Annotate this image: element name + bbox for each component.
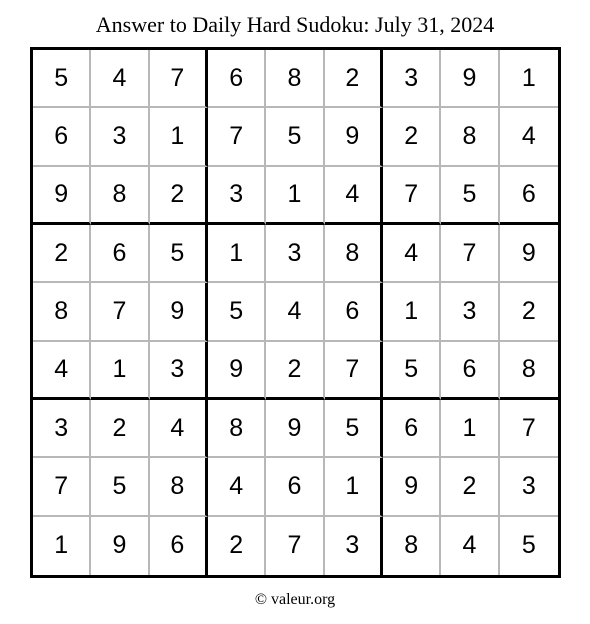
sudoku-cell: 5 — [33, 50, 91, 108]
sudoku-cell: 3 — [325, 517, 383, 575]
sudoku-cell: 1 — [91, 342, 149, 400]
sudoku-cell: 5 — [325, 400, 383, 458]
sudoku-cell: 9 — [150, 283, 208, 341]
sudoku-cell: 2 — [441, 458, 499, 516]
sudoku-cell: 3 — [500, 458, 558, 516]
sudoku-cell: 1 — [325, 458, 383, 516]
sudoku-cell: 2 — [91, 400, 149, 458]
sudoku-cell: 2 — [266, 342, 324, 400]
sudoku-cell: 5 — [150, 225, 208, 283]
sudoku-cell: 4 — [266, 283, 324, 341]
sudoku-cell: 1 — [441, 400, 499, 458]
sudoku-cell: 3 — [441, 283, 499, 341]
sudoku-cell: 2 — [500, 283, 558, 341]
sudoku-cell: 6 — [208, 50, 266, 108]
sudoku-cell: 2 — [325, 50, 383, 108]
sudoku-cell: 8 — [91, 167, 149, 225]
sudoku-cell: 6 — [325, 283, 383, 341]
sudoku-cell: 4 — [91, 50, 149, 108]
sudoku-cell: 7 — [208, 108, 266, 166]
sudoku-cell: 9 — [266, 400, 324, 458]
sudoku-cell: 4 — [208, 458, 266, 516]
sudoku-cell: 6 — [266, 458, 324, 516]
sudoku-cell: 5 — [208, 283, 266, 341]
sudoku-cell: 1 — [500, 50, 558, 108]
sudoku-cell: 9 — [383, 458, 441, 516]
sudoku-cell: 6 — [383, 400, 441, 458]
sudoku-cell: 3 — [208, 167, 266, 225]
sudoku-cell: 3 — [266, 225, 324, 283]
sudoku-cell: 1 — [150, 108, 208, 166]
sudoku-cell: 6 — [441, 342, 499, 400]
sudoku-cell: 8 — [325, 225, 383, 283]
sudoku-cell: 7 — [266, 517, 324, 575]
sudoku-cell: 3 — [150, 342, 208, 400]
sudoku-cell: 4 — [33, 342, 91, 400]
sudoku-cell: 5 — [266, 108, 324, 166]
sudoku-cell: 8 — [33, 283, 91, 341]
sudoku-cell: 5 — [91, 458, 149, 516]
sudoku-board — [30, 47, 561, 578]
sudoku-cell: 7 — [500, 400, 558, 458]
sudoku-cell: 2 — [150, 167, 208, 225]
sudoku-cell: 2 — [208, 517, 266, 575]
sudoku-cell: 4 — [150, 400, 208, 458]
sudoku-cell: 8 — [266, 50, 324, 108]
sudoku-cell: 5 — [383, 342, 441, 400]
sudoku-cell: 4 — [383, 225, 441, 283]
sudoku-cell: 4 — [325, 167, 383, 225]
sudoku-cell: 9 — [208, 342, 266, 400]
sudoku-cell: 7 — [91, 283, 149, 341]
sudoku-cell: 9 — [325, 108, 383, 166]
sudoku-cell: 9 — [500, 225, 558, 283]
sudoku-cell: 6 — [33, 108, 91, 166]
sudoku-cell: 5 — [521, 531, 536, 560]
sudoku-cell: 7 — [325, 342, 383, 400]
sudoku-cell: 8 — [500, 342, 558, 400]
sudoku-cell: 7 — [33, 458, 91, 516]
sudoku-cell: 8 — [208, 400, 266, 458]
sudoku-cell: 6 — [91, 225, 149, 283]
copyright-footer: © valeur.org — [254, 591, 336, 608]
sudoku-cell: 3 — [33, 400, 91, 458]
sudoku-cell: 3 — [91, 108, 149, 166]
sudoku-cell: 8 — [383, 517, 441, 575]
sudoku-cell: 9 — [441, 50, 499, 108]
sudoku-cell: 6 — [500, 167, 558, 225]
sudoku-cell: 2 — [383, 108, 441, 166]
sudoku-cell: 4 — [500, 108, 558, 166]
sudoku-cell: 5 — [441, 167, 499, 225]
sudoku-cell: 7 — [150, 50, 208, 108]
sudoku-cell: 1 — [266, 167, 324, 225]
sudoku-cell: 8 — [150, 458, 208, 516]
puzzle-title: Answer to Daily Hard Sudoku: July 31, 2024 — [95, 12, 495, 37]
sudoku-cell: 7 — [441, 225, 499, 283]
sudoku-cell: 1 — [33, 517, 91, 575]
sudoku-cell: 7 — [383, 167, 441, 225]
sudoku-cell: 6 — [150, 517, 208, 575]
sudoku-cell: 3 — [383, 50, 441, 108]
sudoku-cell: 9 — [91, 517, 149, 575]
sudoku-cell: 2 — [33, 225, 91, 283]
sudoku-cell: 4 — [441, 517, 499, 575]
sudoku-cell: 1 — [383, 283, 441, 341]
sudoku-cell: 8 — [441, 108, 499, 166]
sudoku-cell: 1 — [208, 225, 266, 283]
sudoku-cell: 9 — [33, 167, 91, 225]
